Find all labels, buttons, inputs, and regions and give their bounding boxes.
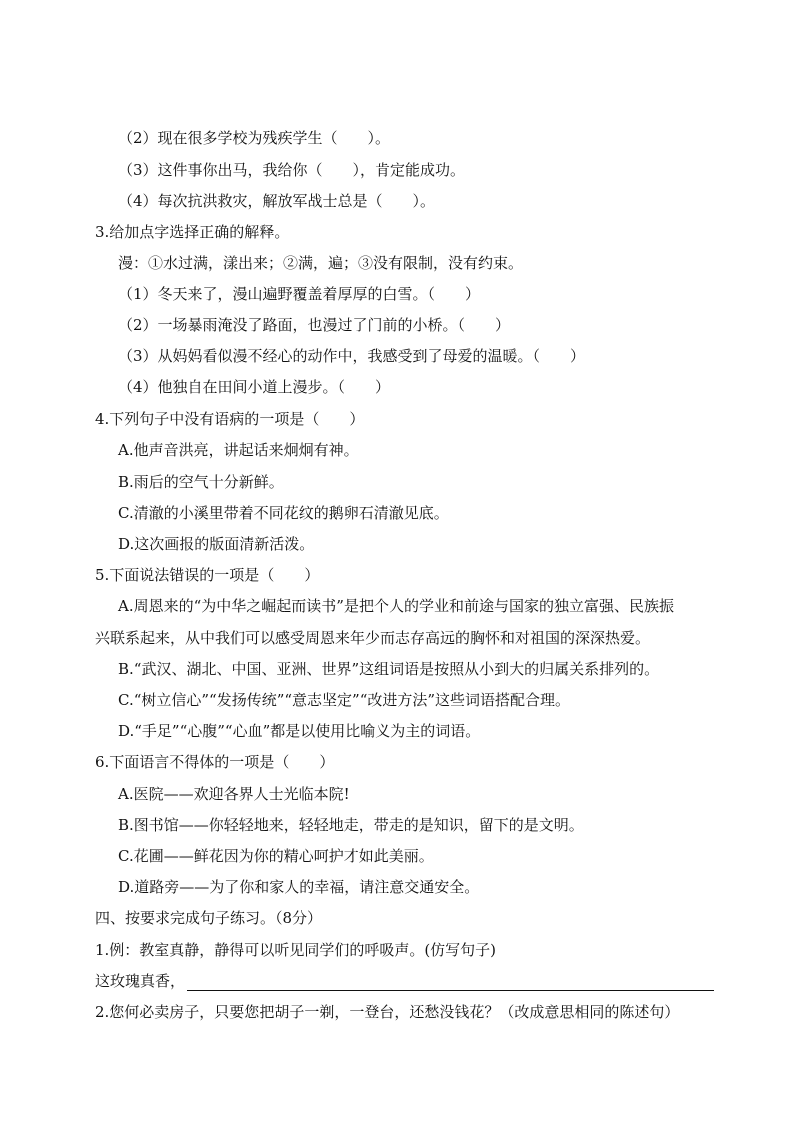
q3-item-2: （2）一场暴雨淹没了路面，也漫过了门前的小桥。（ ）	[118, 316, 511, 334]
q6-option-d: D.道路旁——为了你和家人的幸福，请注意交通安全。	[118, 878, 480, 896]
q6-option-a: A.医院——欢迎各界人士光临本院!	[118, 785, 350, 803]
q3-item-4: （4）他独自在田间小道上漫步。（ ）	[118, 378, 391, 396]
s4-q1-answer-row	[95, 971, 714, 991]
section-4-title: 四、按要求完成句子练习。（8分）	[95, 909, 323, 927]
q4-option-c: C.清澈的小溪里带着不同花纹的鹅卵石清澈见底。	[118, 504, 449, 522]
q4-option-a: A.他声音洪亮，讲起话来炯炯有神。	[118, 441, 359, 459]
s4-q1-example: 1.例：教室真静，静得可以听见同学们的呼吸声。(仿写句子)	[95, 941, 497, 959]
q4-title: 4.下列句子中没有语病的一项是（ ）	[95, 410, 365, 428]
q6-title: 6.下面语言不得体的一项是（ ）	[95, 753, 335, 771]
q3-definitions: 漫：①水过满，漾出来；②满，遍；③没有限制，没有约束。	[118, 254, 524, 272]
q5-title: 5.下面说法错误的一项是（ ）	[95, 566, 320, 584]
q2-item-2: （2）现在很多学校为残疾学生（ ）。	[118, 129, 391, 147]
s4-q1-prompt: 这玫瑰真香，	[95, 972, 186, 990]
q2-item-4: （4）每次抗洪救灾，解放军战士总是（ ）。	[118, 192, 436, 210]
s4-q2-prompt: 2.您何必卖房子，只要您把胡子一剃，一登台，还愁没钱花？（改成意思相同的陈述句）	[95, 1003, 680, 1021]
q3-title: 3.给加点字选择正确的解释。	[95, 223, 290, 241]
q5-option-c: C.“树立信心”“发扬传统”“意志坚定”“改进方法”这些词语搭配合理。	[118, 691, 571, 709]
q3-item-3: （3）从妈妈看似漫不经心的动作中，我感受到了母爱的温暖。（ ）	[118, 347, 586, 365]
q6-option-c: C.花圃——鲜花因为你的精心呵护才如此美丽。	[118, 847, 434, 865]
q3-item-1: （1）冬天来了，漫山遍野覆盖着厚厚的白雪。（ ）	[118, 285, 481, 303]
q4-option-b: B.雨后的空气十分新鲜。	[118, 473, 284, 491]
q4-option-d: D.这次画报的版面清新活泼。	[118, 535, 315, 553]
answer-blank-line[interactable]	[187, 974, 714, 991]
q5-option-a-line1: A.周恩来的“为中华之崛起而读书”是把个人的学业和前途与国家的独立富强、民族振	[118, 597, 674, 615]
q2-item-3: （3）这件事你出马，我给你（ ），肯定能成功。	[118, 161, 466, 179]
q5-option-d: D.“手足”“心腹”“心血”都是以使用比喻义为主的词语。	[118, 722, 481, 740]
q5-option-b: B.“武汉、湖北、中国、亚洲、世界”这组词语是按照从小到大的归属关系排列的。	[118, 660, 660, 678]
q5-option-a-line2: 兴联系起来，从中我们可以感受周恩来年少而志存高远的胸怀和对祖国的深深热爱。	[95, 629, 651, 647]
q6-option-b: B.图书馆——你轻轻地来，轻轻地走，带走的是知识，留下的是文明。	[118, 816, 584, 834]
